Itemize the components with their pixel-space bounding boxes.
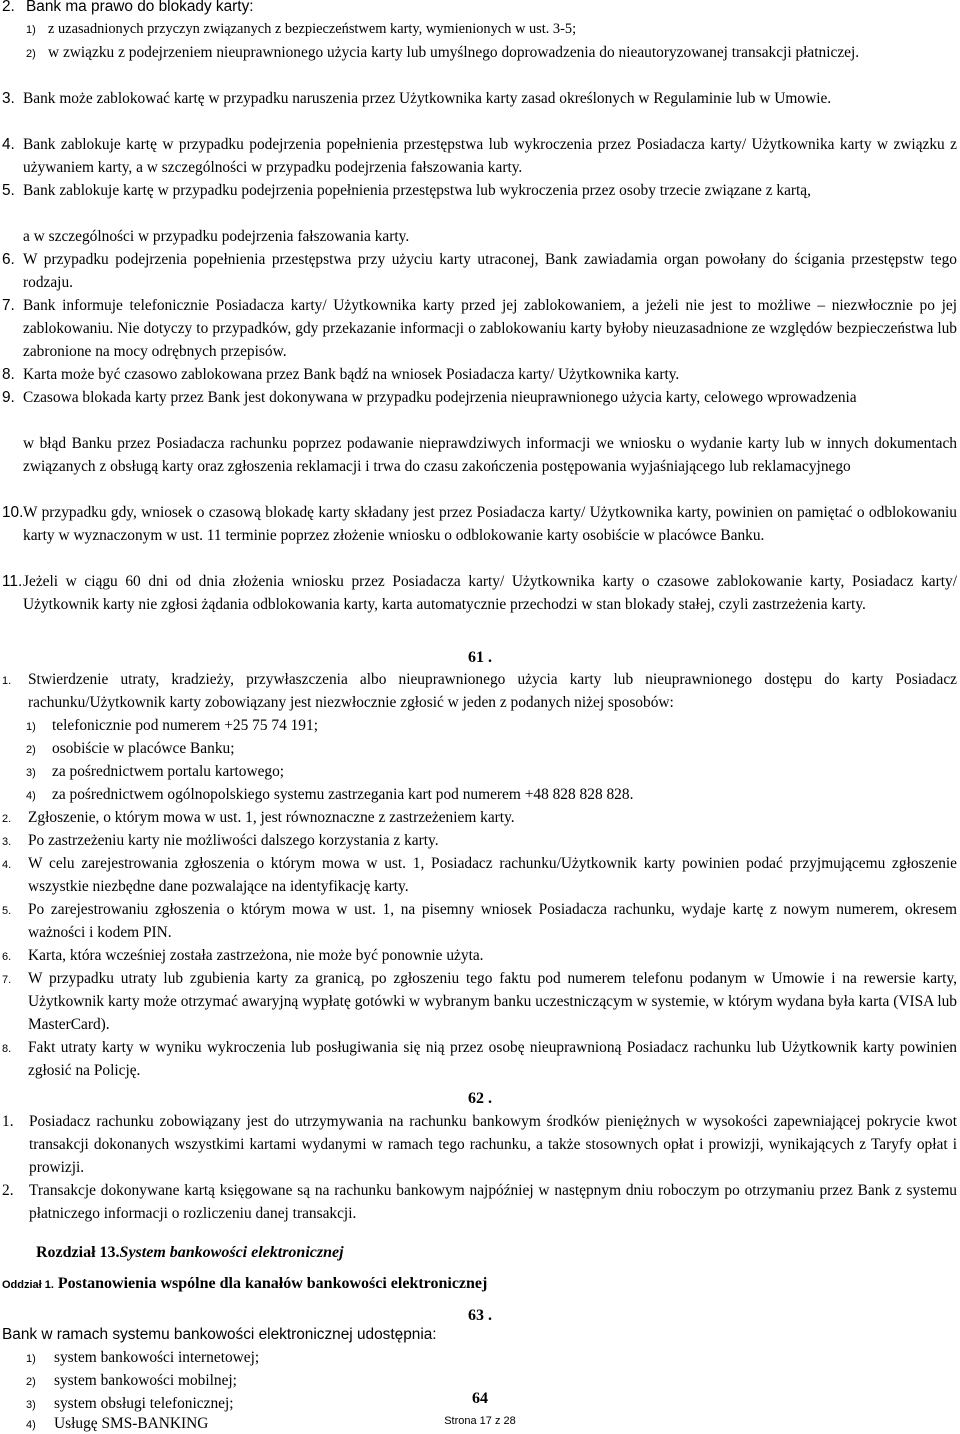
item-number: 3.	[2, 836, 12, 848]
item-text: Stwierdzenie utraty, kradzieży, przywłaszczenia albo nieuprawnionego użycia karty lub nieuprawnionego dostępu do karty Posiadacz rachunku/Użytkownik karty zobowiązany jest niezwłocznie zgłosić w jeden z podanych niżej sposobów:	[28, 671, 957, 712]
sub-item-text: z uzasadnionych przyczyn związanych z bezpieczeństwem karty, wymienionych w ust. 3-5;	[48, 21, 577, 37]
sub-item-number: 2)	[26, 744, 36, 756]
item-text: W przypadku gdy, wniosek o czasową blokadę karty składany jest przez Posiadacza karty/ Użytkownika karty, powinien on pamiętać o odblokowaniu karty w wyznaczonym w ust. 11 terminie poprzez złożenie wniosku o odblokowanie karty osobiście w placówce Banku.	[23, 504, 957, 545]
item-text: Zgłoszenie, o którym mowa w ust. 1, jest równoznaczne z zastrzeżeniem karty.	[28, 809, 515, 826]
section-heading: 64	[472, 1390, 488, 1407]
item-number: 2.	[2, 0, 15, 15]
item-number: 1.	[2, 675, 12, 687]
sub-item-number: 2)	[26, 48, 36, 60]
sub-item	[26, 737, 957, 762]
sub-item-number: 1)	[26, 721, 36, 733]
list-item	[2, 1179, 957, 1225]
sub-item	[26, 783, 957, 808]
item-text: Czasowa blokada karty przez Bank jest dokonywana w przypadku podejrzenia nieuprawnionego użycia karty, celowego wprowadzenia	[23, 389, 857, 406]
item-text: Transakcje dokonywane kartą księgowane są na rachunku bankowym najpóźniej w następnym dniu roboczym po otrzymaniu przez Bank z systemu płatniczego informacji o rozliczeniu danej transakcji.	[29, 1182, 957, 1223]
item-text-continuation: a w szczególności w przypadku podejrzenia fałszowania karty.	[23, 228, 410, 245]
list-item	[2, 898, 957, 944]
list-item	[2, 179, 957, 202]
item-text: Bank zablokuje kartę w przypadku podejrzenia popełnienia przestępstwa lub wykroczenia przez Posiadacza karty/ Użytkownika karty w związku z używaniem karty, a w szczególności w przypadku podejrzenia fałszowania karty.	[23, 136, 957, 177]
item-number: 4.	[2, 859, 12, 871]
list-item	[2, 829, 957, 854]
section-heading: 63 .	[468, 1307, 492, 1324]
item-text: Po zarejestrowaniu zgłoszenia o którym mowa w ust. 1, na pisemny wniosek Posiadacza rachunku, wydaje kartę z nowym numerem, okresem ważności i kodem PIN.	[28, 901, 957, 942]
section-heading: 61 .	[468, 649, 492, 666]
list-item	[2, 386, 957, 409]
sub-item	[26, 1346, 926, 1371]
list-item	[2, 133, 957, 179]
sub-item	[26, 714, 957, 739]
item-text: Fakt utraty karty w wyniku wykroczenia lub posługiwania się nią przez osobę nieuprawnioną Posiadacz rachunku lub Użytkownik karty powinien zgłosić na Policję.	[28, 1039, 957, 1080]
sub-item-number: 3)	[26, 1399, 36, 1411]
page-footer: Strona 17 z 28	[444, 1415, 516, 1427]
sub-item-number: 1)	[26, 24, 36, 36]
list-item	[2, 248, 957, 294]
sub-item-text: osobiście w placówce Banku;	[52, 740, 235, 757]
sub-item-text: telefonicznie pod numerem +25 75 74 191;	[52, 717, 318, 734]
sub-item	[26, 18, 957, 42]
list-item	[2, 294, 957, 363]
item-number: 8.	[2, 1043, 12, 1055]
sub-item-text: za pośrednictwem portalu kartowego;	[52, 763, 285, 780]
item-number: 4.	[2, 136, 15, 153]
sub-item-text: za pośrednictwem ogólnopolskiego systemu zastrzegania kart pod numerem +48 828 828 828.	[52, 786, 634, 803]
item-number: 10.	[2, 504, 24, 521]
list-item	[2, 1110, 957, 1179]
division-heading	[2, 1272, 942, 1297]
item-text: Bank może zablokować kartę w przypadku naruszenia przez Użytkownika karty zasad określonych w Regulaminie lub w Umowie.	[23, 90, 832, 107]
list-item	[2, 87, 957, 110]
item-number: 6.	[2, 951, 12, 963]
item-number: 6.	[2, 251, 15, 268]
division-title: Postanowienia wspólne dla kanałów bankowości elektronicznej	[57, 1275, 488, 1292]
sub-item-text: system bankowości internetowej;	[54, 1349, 260, 1366]
item-text: Karta może być czasowo zablokowana przez Bank bądź na wniosek Posiadacza karty/ Użytkownika karty.	[23, 366, 680, 383]
list-item	[2, 967, 957, 1036]
item-number: 5.	[2, 905, 12, 917]
sub-item-number: 4)	[26, 1419, 36, 1431]
sub-item-number: 2)	[26, 1376, 36, 1388]
list-item	[2, 806, 957, 831]
sub-item	[26, 41, 957, 66]
sub-item-number: 1)	[26, 1353, 36, 1365]
item-number: 3.	[2, 90, 15, 107]
chapter-title: System bankowości elektronicznej	[119, 1244, 344, 1261]
list-item	[2, 363, 957, 386]
section-heading: 62 .	[468, 1090, 492, 1107]
item-number: 2.	[2, 1182, 14, 1199]
list-item	[2, 1036, 957, 1082]
item-text: Bank zablokuje kartę w przypadku podejrzenia popełnienia przestępstwa lub wykroczenia przez osoby trzecie związane z kartą,	[23, 182, 811, 199]
list-item	[2, 0, 957, 18]
item-number: 1.	[2, 1113, 14, 1130]
item-text: Posiadacz rachunku zobowiązany jest do utrzymywania na rachunku bankowym środków pieniężnych w wysokości zapewniającej pokrycie kwot transakcji dokonanych wszystkimi kartami wydanymi w ramach tego rachunku, a także stosownych opłat i prowizji, wynikających z Taryfy opłat i prowizji.	[29, 1113, 957, 1177]
item-text: Bank informuje telefonicznie Posiadacza karty/ Użytkownika karty przed jej zablokowaniem, a jeżeli nie jest to możliwe – niezwłocznie po jej zablokowaniu. Nie dotyczy to przypadków, gdy przekazanie informacji o zablokowaniu karty byłoby nieuzasadnione ze względów bezpieczeństwa lub zabronione na mocy odrębnych przepisów.	[23, 297, 957, 361]
list-item	[2, 944, 957, 969]
item-text: Jeżeli w ciągu 60 dni od dnia złożenia wniosku przez Posiadacza karty/ Użytkownika karty o czasowe zablokowanie karty, Posiadacz karty/ Użytkownik karty nie zgłosi żądania odblokowania karty, karta automatycznie przechodzi w stan blokady stałej, czyli zastrzeżenia karty.	[23, 573, 957, 614]
sub-item-text: Usługę SMS-BANKING	[54, 1415, 209, 1432]
sub-item-number: 3)	[26, 767, 36, 779]
item-number: 5.	[2, 182, 15, 199]
item-text: Karta, która wcześniej została zastrzeżona, nie może być ponownie użyta.	[28, 947, 484, 964]
sub-item-text: w związku z podejrzeniem nieuprawnionego użycia karty lub umyślnego doprowadzenia do nieautoryzowanej transakcji płatniczej.	[48, 44, 860, 61]
list-item	[2, 852, 957, 898]
item-text: W przypadku utraty lub zgubienia karty za granicą, po zgłoszeniu tego faktu pod numerem telefonu podanym w Umowie i na rewersie karty, Użytkownik karty może otrzymać awaryjną wypłatę gotówki w wybranym banku uczestniczącym w systemie, w którym wydana była karta (VISA lub MasterCard).	[28, 970, 957, 1034]
item-text: Bank ma prawo do blokady karty:	[26, 0, 254, 15]
division-number: Oddział 1.	[2, 1279, 54, 1291]
chapter-heading	[36, 1241, 936, 1264]
item-number: 11.	[2, 573, 23, 590]
item-number: 7.	[2, 974, 12, 986]
item-text: W celu zarejestrowania zgłoszenia o którym mowa w ust. 1, Posiadacz rachunku/Użytkownik karty powinien podać przyjmującemu zgłoszenie wszystkie niezbędne dane pozwalające na identyfikację karty.	[28, 855, 957, 896]
item-number: 8.	[2, 366, 15, 383]
sub-item-number: 4)	[26, 790, 36, 802]
list-item	[2, 570, 957, 616]
list-item	[2, 501, 957, 547]
sub-item	[26, 760, 957, 785]
sub-item-text: system bankowości mobilnej;	[54, 1372, 237, 1389]
section-intro: Bank w ramach systemu bankowości elektronicznej udostępnia:	[2, 1326, 437, 1343]
sub-item-text: system obsługi telefonicznej;	[54, 1395, 234, 1412]
item-text: W przypadku podejrzenia popełnienia przestępstwa przy użyciu karty utraconej, Bank zawiadamia organ powołany do ścigania przestępstw tego rodzaju.	[23, 251, 957, 292]
item-number: 9.	[2, 389, 15, 406]
item-text: Po zastrzeżeniu karty nie możliwości dalszego korzystania z karty.	[28, 832, 439, 849]
list-item	[2, 668, 957, 714]
item-number: 7.	[2, 297, 15, 314]
item-number: 2.	[2, 813, 12, 825]
item-text-continuation: w błąd Banku przez Posiadacza rachunku poprzez podawanie nieprawdziwych informacji we wniosku o wydanie karty lub w innych dokumentach związanych z obsługą karty oraz zgłoszenia reklamacji i trwa do czasu zakończenia postępowania wyjaśniającego lub reklamacyjnego	[23, 435, 957, 476]
chapter-number: Rozdział 13.	[36, 1244, 120, 1261]
